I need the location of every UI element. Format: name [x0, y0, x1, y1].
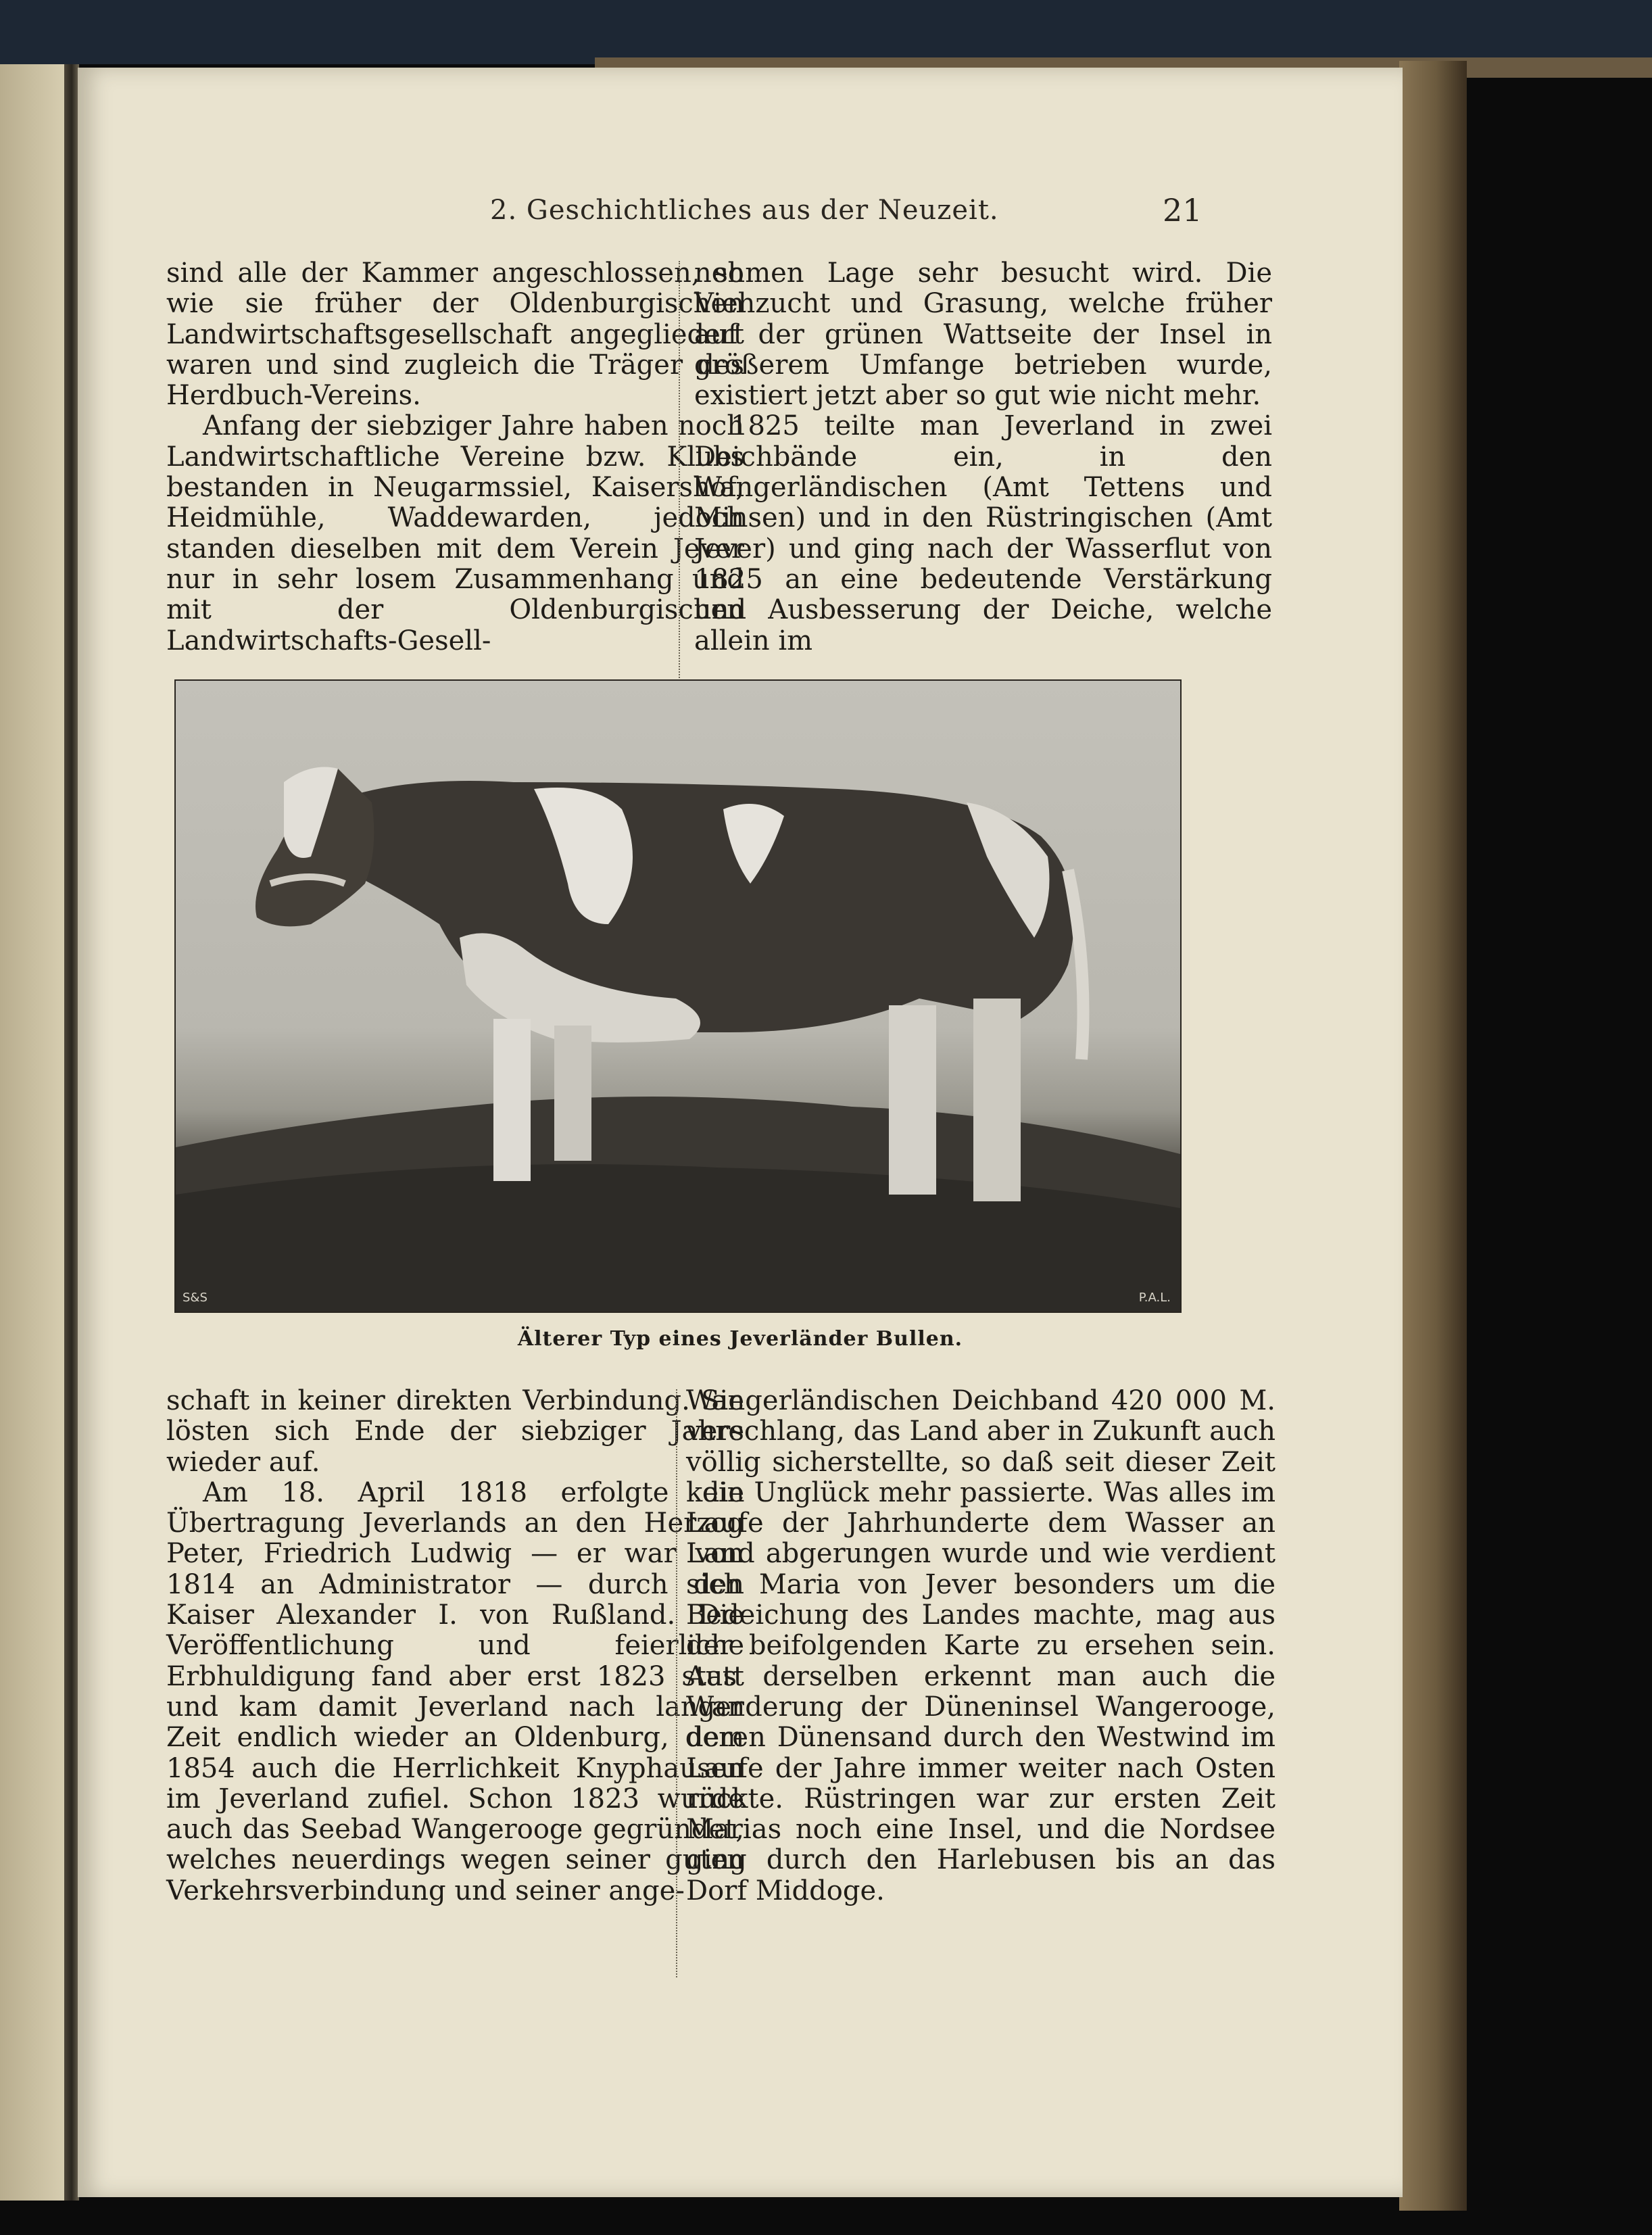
- paragraph: sind alle der Kammer angeschlossen, so wie sie früher der Oldenburgischen Landwirtschaftsgesellschaft angegliedert waren und sind zugleich die Träger des Herdbuch-Vereins.: [166, 258, 744, 412]
- paragraph: Wangerländischen Deichband 420 000 M. verschlang, das Land aber in Zukunft auch völlig sicherstellte, so daß seit dieser Zeit kein Unglück mehr passierte. Was alles im Laufe der Jahrhunderte dem Wasser an Land abgerungen wurde und wie verdient sich Maria von Jever besonders um die Bedeichung des Landes machte, mag aus der beifolgenden Karte zu ersehen sein. Aus derselben erkennt man auch die Wanderung der Düneninsel Wangerooge, deren Dünensand durch den Westwind im Laufe der Jahre immer weiter nach Osten rückte. Rüstringen war zur ersten Zeit Marias noch eine Insel, und die Nordsee ging durch den Harlebusen bis an das Dorf Middoge.: [686, 1385, 1276, 1906]
- paragraph: 1825 teilte man Jeverland in zwei Deichbände ein, in den Wangerländischen (Amt Tettens und Minsen) und in den Rüstringischen (Amt Jever) und ging nach der Wasserflut von 1825 an eine bedeutende Verstärkung und Ausbesserung der Deiche, welche allein im: [694, 410, 1272, 656]
- column-divider: [679, 261, 680, 694]
- text-column-top-left: [166, 258, 744, 656]
- page-number: 21: [1163, 192, 1202, 229]
- bull-photograph: [174, 679, 1182, 1313]
- paragraph: schaft in keiner direkten Verbindung. Sie lösten sich Ende der siebziger Jahre wieder auf.: [166, 1385, 744, 1478]
- paragraph: nehmen Lage sehr besucht wird. Die Viehzucht und Grasung, welche früher auf der grünen Wattseite der Insel in größerem Umfange betrieben wurde, existiert jetzt aber so gut wie nicht mehr.: [694, 258, 1272, 412]
- paragraph: Am 18. April 1818 erfolgte die Übertragung Jeverlands an den Herzog Peter, Friedrich Ludwig — er war von 1814 an Administrator — durch den Kaiser Alexander I. von Rußland. Die Veröffentlichung und feierliche Erbhuldigung fand aber erst 1823 statt und kam damit Jeverland nach langer Zeit endlich wieder an Oldenburg, dem 1854 auch die Herrlichkeit Knyphausen im Jeverland zufiel. Schon 1823 wurde auch das Seebad Wangerooge gegründet, welches neuerdings wegen seiner guten Verkehrsverbindung und seiner ange-: [166, 1476, 744, 1906]
- figure-caption: Älterer Typ eines Jeverländer Bullen.: [517, 1327, 963, 1351]
- book-page: [78, 68, 1403, 2197]
- text-column-bottom-left: [166, 1386, 744, 1906]
- book-cover-edge: [0, 0, 1652, 64]
- left-page-edge: [0, 64, 68, 2201]
- running-header: [78, 192, 1403, 242]
- text-column-top-right: [694, 258, 1272, 656]
- bull-illustration: [176, 681, 1180, 1312]
- column-divider: [676, 1389, 677, 1977]
- book-board-right: [1399, 61, 1467, 2211]
- photo-signature-right: P.A.L.: [1138, 1291, 1171, 1305]
- text-column-bottom-right: [686, 1386, 1276, 1906]
- paragraph: Anfang der siebziger Jahre haben noch Landwirtschaftliche Vereine bzw. Klubs bestanden in Neugarmssiel, Kaisershof, Heidmühle, Waddewarden, jedoch standen dieselben mit dem Verein Jever nur in sehr losem Zusammenhang und mit der Oldenburgischen Landwirtschafts-Gesell-: [166, 410, 744, 656]
- book-gutter: [64, 64, 79, 2201]
- header-title: 2. Geschichtliches aus der Neuzeit.: [490, 195, 999, 226]
- photo-signature-left: S&S: [183, 1291, 208, 1305]
